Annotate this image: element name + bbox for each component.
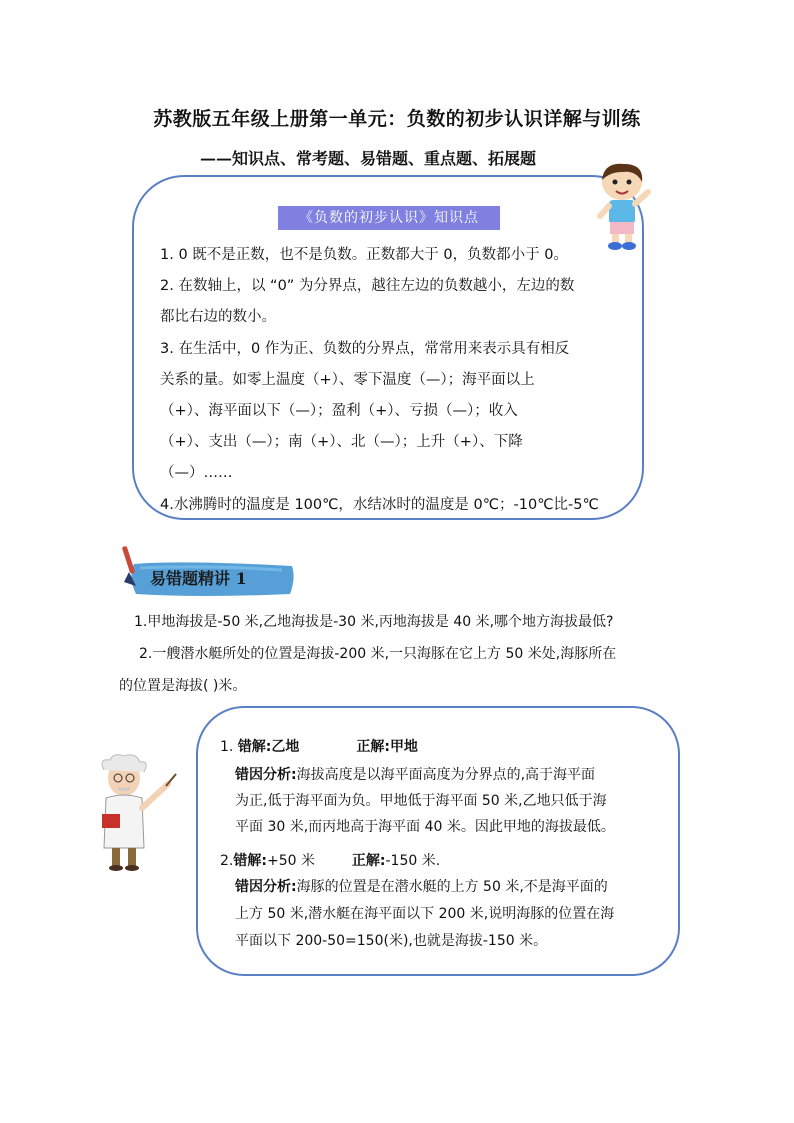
answer-2-header (220, 848, 440, 875)
answer-2-right: -150 米. (385, 853, 441, 869)
knowledge-line-4: 3. 在生活中，0 作为正、负数的分界点，常常用来表示具有相反 (160, 341, 570, 357)
answer-1-wrong-label: 错解: (237, 739, 272, 755)
knowledge-line-5: 关系的量。如零上温度（+）、零下温度（—）；海平面以上 (160, 372, 535, 388)
answer-1-reason-line-3: 平面 30 米,而丙地高于海平面 40 米。因此甲地的海拔最低。 (235, 819, 615, 835)
cartoon-boy-illustration (586, 160, 656, 252)
page-subtitle: ——知识点、常考题、易错题、重点题、拓展题 (200, 149, 537, 168)
knowledge-line-8: （—）…… (160, 465, 233, 481)
knowledge-line-6: （+）、海平面以下（—）；盈利（+）、亏损（—）；收入 (160, 403, 518, 419)
page-title: 苏教版五年级上册第一单元：负数的初步认识详解与训练 (153, 108, 641, 130)
answer-2-wrong: +50 米 (266, 853, 315, 869)
knowledge-line-1: 1. 0 既不是正数，也不是负数。正数都大于 0，负数都小于 0。 (160, 247, 568, 263)
answer-1-wrong: 乙地 (271, 739, 300, 755)
knowledge-line-2: 2. 在数轴上，以 “0” 为分界点，越往左边的负数越小，左边的数 (160, 278, 575, 294)
knowledge-line-9: 4.水沸腾时的温度是 100℃，水结冰时的温度是 0℃；-10℃比-5℃ (160, 497, 599, 513)
question-2: 2.一艘潜水艇所处的位置是海拔-200 米,一只海豚在它上方 50 米处,海豚所在 (139, 646, 617, 662)
section-label: 易错题精讲 1 (150, 569, 247, 588)
knowledge-line-7: （+）、支出（—）；南（+）、北（—）；上升（+）、下降 (160, 434, 523, 450)
answer-2-reason-line-2: 上方 50 米,潜水艇在海平面以下 200 米,说明海豚的位置在海 (235, 906, 615, 922)
question-2-cont: 的位置是海拔( )米。 (119, 678, 247, 694)
answer-1-reason-text-1: 海拔高度是以海平面高度为分界点的,高于海平面 (296, 767, 596, 783)
answer-2-reason-label: 错因分析: (235, 879, 297, 895)
answer-2-reason-text-1: 海豚的位置是在潜水艇的上方 50 米,不是海平面的 (296, 879, 608, 895)
knowledge-line-3: 都比右边的数小。 (160, 309, 276, 325)
answer-2-reason-line-3: 平面以下 200-50=150(米),也就是海拔-150 米。 (235, 933, 548, 949)
answer-1-right: 甲地 (389, 739, 418, 755)
answer-2-number: 2. (220, 853, 234, 869)
answer-1-reason-line-1 (235, 762, 595, 789)
teacher-illustration (92, 752, 178, 874)
answer-1-right-label: 正解: (356, 739, 390, 755)
answer-1-reason-label: 错因分析: (235, 767, 297, 783)
answer-2-right-label: 正解: (351, 853, 386, 869)
answer-1-reason-line-2: 为正,低于海平面为负。甲地低于海平面 50 米,乙地只低于海 (235, 793, 607, 809)
answer-2-wrong-label: 错解: (233, 853, 267, 869)
answer-1-header (220, 734, 418, 761)
answer-1-number: 1. (220, 739, 234, 755)
question-1: 1.甲地海拔是-50 米,乙地海拔是-30 米,丙地海拔是 40 米,哪个地方海拔最低? (134, 614, 614, 630)
brush-icon (116, 544, 144, 588)
answer-2-reason-line-1 (235, 874, 608, 901)
knowledge-banner: 《负数的初步认识》知识点 (278, 206, 500, 230)
